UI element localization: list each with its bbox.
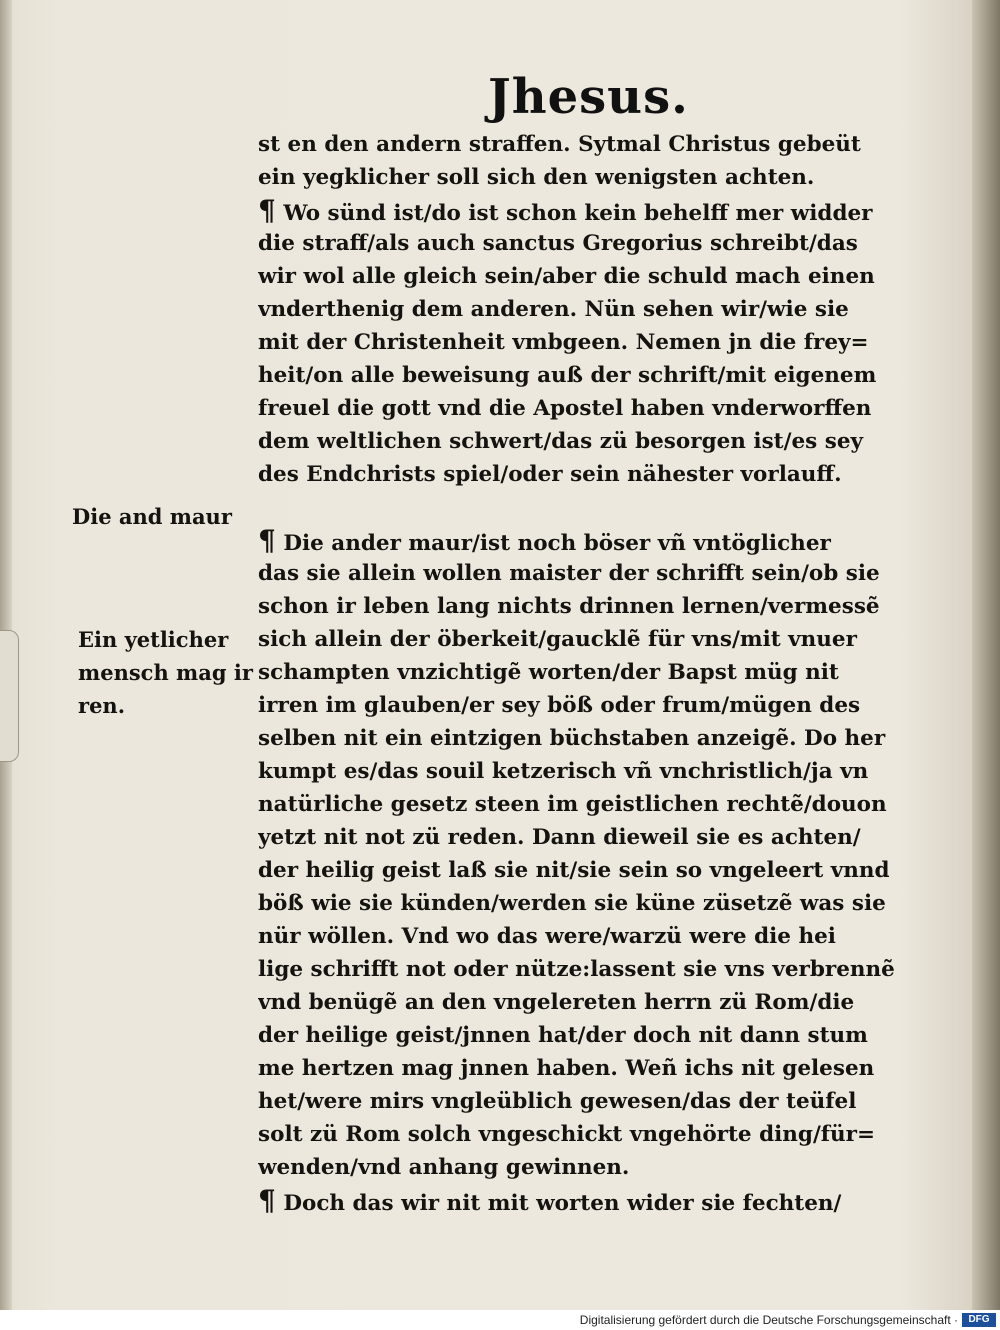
page-tab-marker: [0, 630, 19, 762]
text-line: [258, 128, 908, 161]
text-line: [258, 425, 908, 458]
text-line-content: der heilig geist laß sie nit/sie sein so vngeleert vnnd: [258, 858, 890, 883]
marginal-note-2: [78, 623, 253, 722]
text-line-content: yetzt nit not zü reden. Dann dieweil sie es achten/: [258, 825, 861, 850]
text-line-content: böß wie sie künden/werden sie küne züsetzẽ was sie: [258, 891, 886, 916]
pilcrow-icon: ¶: [258, 1184, 276, 1217]
main-text-block: [258, 128, 908, 1217]
dfg-logo-icon: DFG: [962, 1313, 996, 1327]
running-header: Jhesus.: [488, 69, 689, 125]
text-line-content: irren im glauben/er sey böß oder frum/mügen des: [258, 693, 861, 718]
text-line: [258, 1019, 908, 1052]
text-line: [258, 953, 908, 986]
text-line-content: Die ander maur/ist noch böser vñ vntöglicher: [283, 531, 831, 556]
text-line-content: die straff/als auch sanctus Gregorius schreibt/das: [258, 231, 858, 256]
text-line: [258, 1151, 908, 1184]
text-line: [258, 1118, 908, 1151]
text-line: [258, 326, 908, 359]
text-line: [258, 557, 908, 590]
text-line-content: freuel die gott vnd die Apostel haben vnderworffen: [258, 396, 872, 421]
text-line: [258, 722, 908, 755]
text-line: [258, 986, 908, 1019]
text-line: [258, 260, 908, 293]
text-line-content: ein yegklicher soll sich den wenigsten achten.: [258, 165, 815, 190]
text-line: [258, 161, 908, 194]
text-line-content: vnderthenig dem anderen. Nün sehen wir/wie sie: [258, 297, 849, 322]
marginal-note-1: Die and maur: [72, 504, 232, 529]
text-line-content: heit/on alle beweisung auß der schrift/mit eigenem: [258, 363, 877, 388]
text-line-content: sich allein der öberkeit/gaucklẽ für vns/mit vnuer: [258, 627, 857, 652]
text-line-content: der heilige geist/jnnen hat/der doch nit dann stum: [258, 1023, 868, 1048]
text-line-content: selben nit ein eintzigen büchstaben anzeigẽ. Do her: [258, 726, 886, 751]
book-spine-shadow: [972, 0, 1000, 1310]
text-line-content: me hertzen mag jnnen haben. Weñ ichs nit gelesen: [258, 1056, 875, 1081]
text-line: [258, 920, 908, 953]
text-line: [258, 227, 908, 260]
text-line-content: mit der Christenheit vmbgeen. Nemen jn die frey=: [258, 330, 869, 355]
text-line-content: lige schrifft not oder nütze:lassent sie vns verbrennẽ: [258, 957, 895, 982]
marginal-note-2-line: Ein yetlicher: [78, 627, 229, 652]
text-line: [258, 524, 908, 557]
footer-bar: [0, 1310, 1000, 1330]
text-line: [258, 194, 908, 227]
text-line: [258, 1052, 908, 1085]
text-line: [258, 392, 908, 425]
text-line: [258, 458, 908, 491]
text-line: [258, 656, 908, 689]
footer-credit: Digitalisierung gefördert durch die Deutsche Forschungsgemeinschaft ·: [579, 1313, 958, 1327]
text-line-content: wenden/vnd anhang gewinnen.: [258, 1155, 630, 1180]
text-line-content: vnd benügẽ an den vngelereten herrn zü Rom/die: [258, 990, 855, 1015]
text-line: [258, 590, 908, 623]
text-line-content: Wo sünd ist/do ist schon kein behelff mer widder: [283, 201, 873, 226]
text-line-content: schampten vnzichtigẽ worten/der Bapst müg nit: [258, 660, 839, 685]
text-line: [258, 491, 908, 524]
text-line-content: natürliche gesetz steen im geistlichen rechtẽ/douon: [258, 792, 887, 817]
text-line: [258, 1085, 908, 1118]
text-line-content: Doch das wir nit mit worten wider sie fechten/: [283, 1191, 842, 1216]
text-line-content: dem weltlichen schwert/das zü besorgen ist/es sey: [258, 429, 864, 454]
text-line-content: het/were mirs vngleüblich gewesen/das der teüfel: [258, 1089, 857, 1114]
text-line: [258, 854, 908, 887]
text-line: [258, 689, 908, 722]
text-line-content: nür wöllen. Vnd wo das were/warzü were die hei: [258, 924, 836, 949]
text-line: [258, 887, 908, 920]
marginal-note-2-line: mensch mag ir: [78, 660, 253, 685]
text-line-content: st en den andern straffen. Sytmal Christus gebeüt: [258, 132, 861, 157]
text-line-content: schon ir leben lang nichts drinnen lernen/vermessẽ: [258, 594, 880, 619]
pilcrow-icon: ¶: [258, 194, 276, 227]
pilcrow-icon: ¶: [258, 524, 276, 557]
text-line-content: solt zü Rom solch vngeschickt vngehörte ding/für=: [258, 1122, 876, 1147]
text-line: [258, 821, 908, 854]
text-line-content: wir wol alle gleich sein/aber die schuld mach einen: [258, 264, 875, 289]
text-line: [258, 1184, 908, 1217]
text-line-content: des Endchrists spiel/oder sein nähester vorlauff.: [258, 462, 842, 487]
text-line-content: kumpt es/das souil ketzerisch vñ vnchristlich/ja vn: [258, 759, 869, 784]
text-line: [258, 359, 908, 392]
text-line: [258, 788, 908, 821]
text-line: [258, 623, 908, 656]
text-line: [258, 293, 908, 326]
text-line-content: das sie allein wollen maister der schrifft sein/ob sie: [258, 561, 880, 586]
marginal-note-2-line: ren.: [78, 693, 126, 718]
text-line: [258, 755, 908, 788]
